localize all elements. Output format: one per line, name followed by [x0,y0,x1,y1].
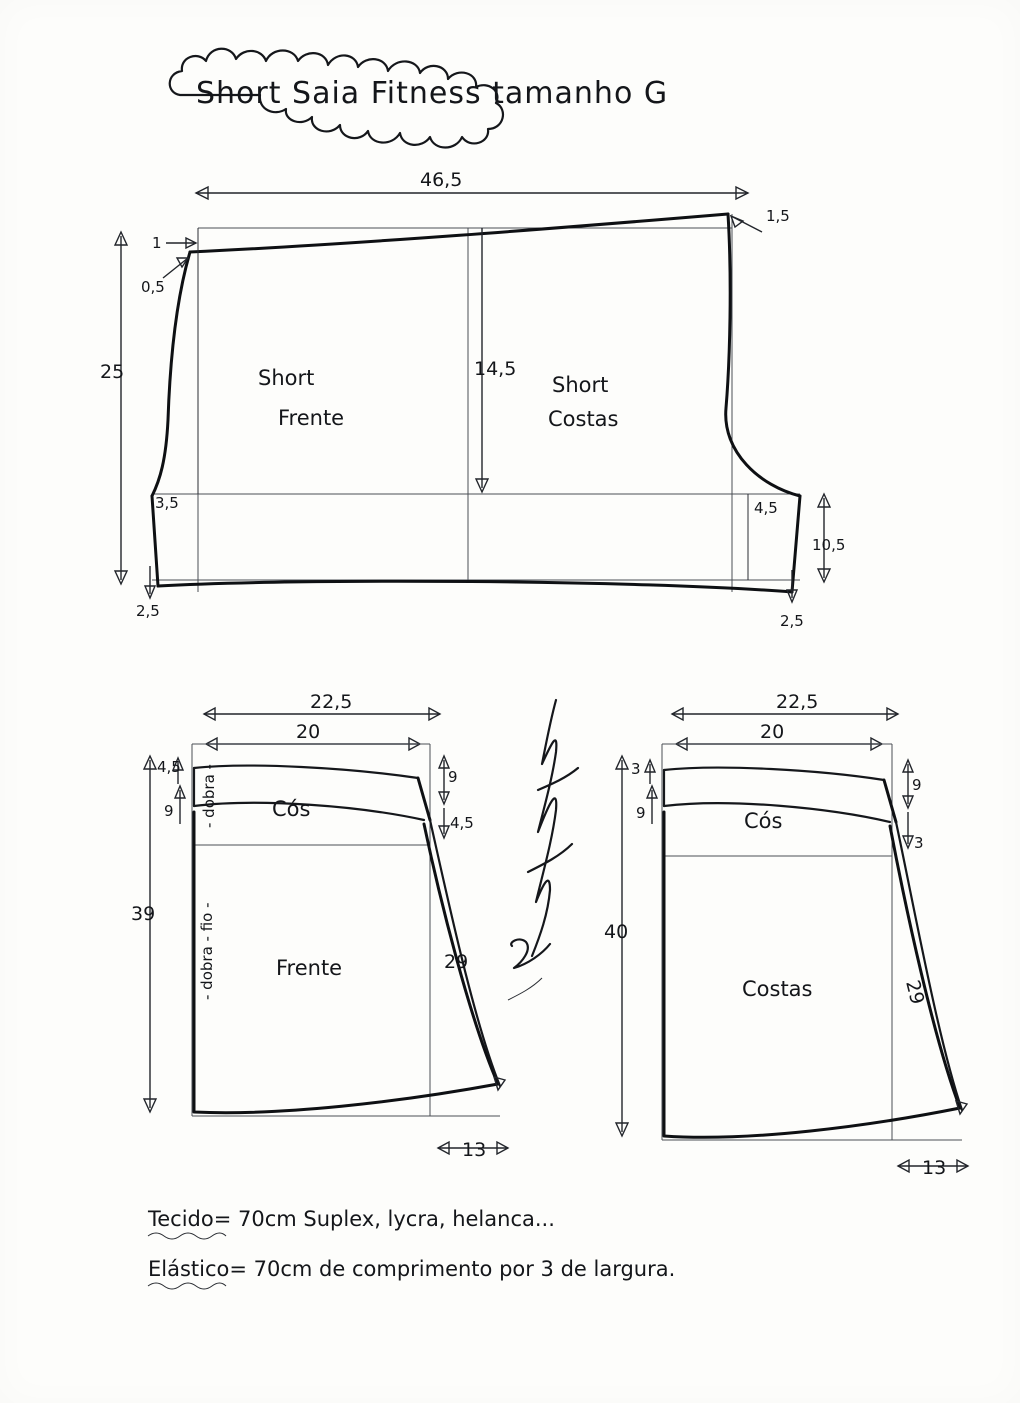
dim-back-right-band: 9 [912,776,922,794]
label-back-title: Costas [742,977,813,1001]
dim-left-hem: 2,5 [136,602,160,620]
dim-back-left-rise: 3 [631,760,641,778]
dim-back-side-seam: 29 [901,977,929,1007]
dim-front-height: 39 [131,903,156,925]
dim-front-left-band: 9 [164,802,174,820]
dim-back-height: 40 [604,921,629,943]
diagram-title: Short Saia Fitness tamanho G [196,76,669,111]
signature [508,700,578,1000]
dim-back-top-width: 22,5 [776,691,819,713]
dim-back-inner-width: 20 [760,721,785,743]
note-elastic: Elástico= 70cm de comprimento por 3 de largura. [148,1257,676,1281]
label-front-cos: Cós [272,797,311,821]
label-front-grain-1: - dobra - [200,764,218,828]
dim-top-left-1: 1 [152,234,162,252]
dim-right-hem: 2,5 [780,612,804,630]
front-skirt-diagram [131,691,508,1161]
shorts-diagram [100,169,845,630]
dim-shorts-height: 25 [100,361,125,383]
label-front-grain-2: - dobra - fio - [198,902,216,1000]
dim-left-inseam: 3,5 [155,494,179,512]
label-short-frente-1: Short [258,366,315,390]
label-short-costas-2: Costas [548,407,619,431]
back-skirt-diagram [604,691,968,1179]
dim-back-hem: 13 [922,1157,947,1179]
dim-center-depth: 14,5 [474,358,517,380]
dim-front-inner-width: 20 [296,721,321,743]
dim-shorts-width: 46,5 [420,169,463,191]
dim-top-right-rise: 1,5 [766,207,790,225]
label-front-title: Frente [276,956,343,980]
dim-right-inseam: 4,5 [754,499,778,517]
dim-front-top-width: 22,5 [310,691,353,713]
dim-top-left-05: 0,5 [141,278,165,296]
dim-front-left-rise: 4,5 [157,758,181,776]
notes-block [147,1207,675,1289]
dim-front-right-drop: 4,5 [450,814,474,832]
dim-right-side: 10,5 [812,536,846,554]
note-fabric: Tecido= 70cm Suplex, lycra, helanca... [148,1207,555,1231]
dim-front-side-seam: 29 [444,951,469,973]
dim-back-right-drop: 3 [914,834,924,852]
label-short-costas-1: Short [552,373,609,397]
dim-front-right-band: 9 [448,768,458,786]
label-short-frente-2: Frente [278,406,345,430]
dim-back-left-band: 9 [636,804,646,822]
label-back-cos: Cós [744,809,783,833]
title-cloud [170,49,668,148]
dim-front-hem: 13 [462,1139,487,1161]
